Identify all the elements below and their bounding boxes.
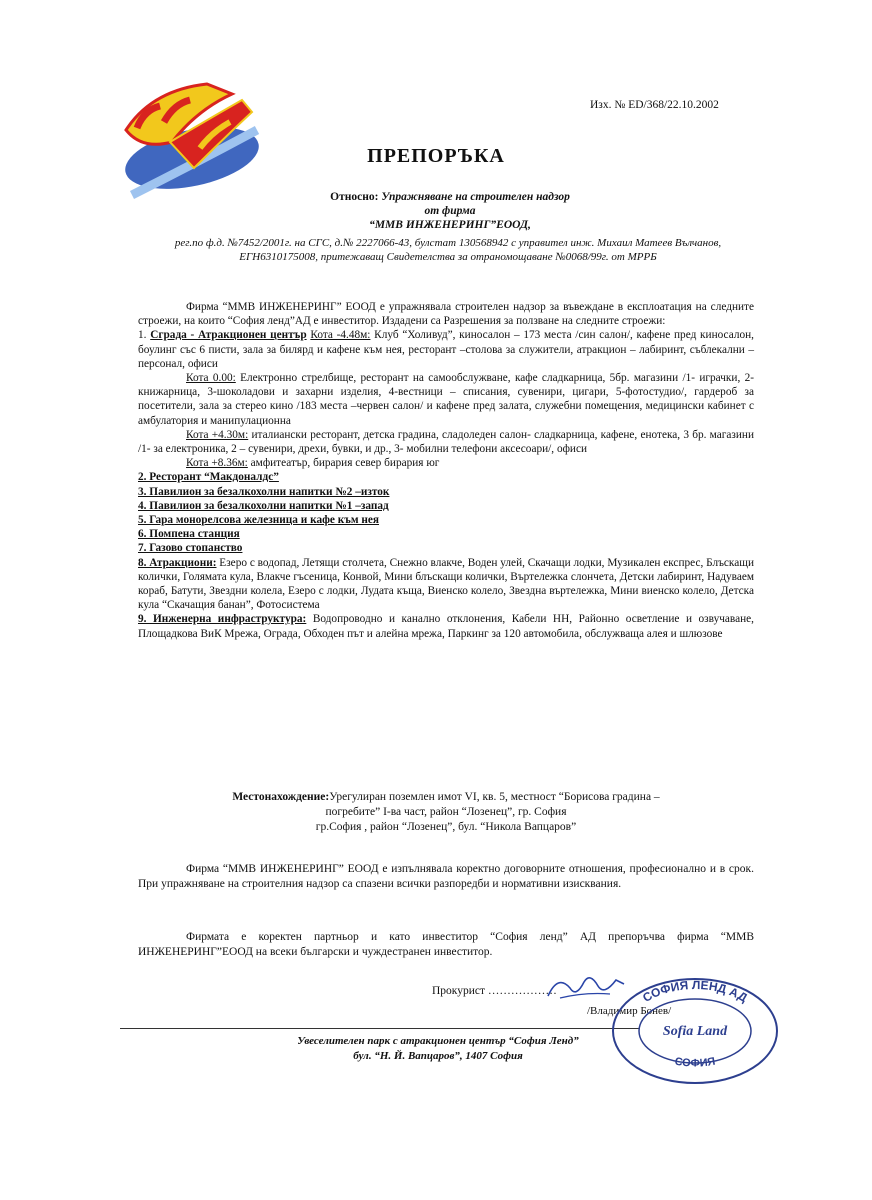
document-body — [138, 300, 754, 641]
footer-divider — [120, 1028, 640, 1029]
location-line2: погребите” I-ва част, район “Лозенец”, гр. София — [325, 806, 567, 818]
item-1-text: Клуб “Холивуд”, киносалон – 173 места /син салон/, кафене пред киносалон, боулинг със 6 писти, зала за билярд и кафене към нея, ресторант –столова за служители, атракцион – лабиринт, съблекални – персонал, офиси — [138, 329, 754, 370]
item-5: 5. Гара монорелсова железница и кафе към нея — [138, 514, 380, 527]
subject-company: “ММВ ИНЖЕНЕРИНГ”ЕООД, — [369, 219, 531, 231]
signatory-name: /Владимир Бонев/ — [587, 1005, 672, 1017]
location-line3: гр.София , район “Лозенец”, бул. “Никола Вапцаров” — [315, 821, 577, 833]
location-line1: Урегулиран поземлен имот VI, кв. 5, местност “Борисова градина – — [329, 791, 660, 803]
level-836: Кота +8.36м: амфитеатър, бирария север бирария юг — [186, 457, 440, 470]
stamp-center-text: Sofia Land — [662, 1024, 728, 1039]
subject-label: Относно: — [330, 191, 379, 203]
reference-number: Изх. № ED/368/22.10.2002 — [590, 99, 719, 111]
logo-text: Sofia Land — [112, 70, 117, 71]
subject-block — [150, 190, 750, 232]
item-3: 3. Павилион за безалкохолни напитки №2 –изток — [138, 485, 390, 498]
item-1-level: Кота -4.48м: — [310, 329, 371, 342]
level-430: Кота +4.30м: италиански ресторант, детска градина, сладоледен салон- сладкарница, кафене, енотека, 3 бр. магазини /1- за електроника, 2 – сувенири, дрехи, бувки, и др., 3- мобилни телефони аксесоари/, офиси — [138, 428, 754, 456]
item-8: 8. Атракциони: Езеро с водопад, Летящи столчета, Снежно влакче, Воден улей, Скачащи лодки, Музикален експрес, Блъскащи колички, Голямата кула, Влакче гъсеница, Конвой, Мини блъскащи колички, Въртележка слончета, Детски лабиринт, Надуваем кораб, Батути, Звездни колела, Езеро с лодки, Лудата къща, Виенско колело, Звездна въртележка, Мини виенско колело, Детска кула “Скачащия банан”, Фотосистема — [138, 556, 755, 612]
item-4: 4. Павилион за безалкохолни напитки №1 –запад — [138, 499, 389, 512]
document-title: ПРЕПОРЪКА — [367, 145, 505, 167]
footer-line1: Увеселителен парк с атракционен център “София Ленд” — [297, 1035, 579, 1047]
svg-text:СОФИЯ ЛЕНД АД — [640, 978, 750, 1005]
subject-line2: от фирма — [424, 205, 476, 217]
signatory-role: Прокурист ……………… — [432, 985, 557, 997]
item-1-title: Сграда - Атракционен център — [150, 329, 307, 342]
svg-text:СОФИЯ — [674, 1056, 716, 1070]
footer-line2: бул. “Н. Й. Вапцаров”, 1407 София — [353, 1050, 523, 1062]
stamp-bottom-text: СОФИЯ — [673, 1055, 717, 1070]
intro-paragraph: Фирма “ММВ ИНЖЕНЕРИНГ” ЕООД е упражнявала строителен надзор за въвеждане в експлоатация на следните строежи, на които “София ленд”АД е инвеститор. Издадени са Разрешения за ползване на следните строежи: — [138, 301, 754, 328]
recommendation-paragraph: Фирмата е коректен партньор и като инвеститор “София ленд” АД препоръчва фирма “ММВ ИНЖЕНЕРИНГ”ЕООД на всеки български и чуждестранен инвеститор. — [138, 931, 754, 958]
item-2: 2. Ресторант “Макдоналдс” — [138, 471, 279, 484]
item-6: 6. Помпена станция — [138, 528, 240, 541]
subject-line1: Упражняване на строителен надзор — [381, 191, 570, 203]
location-label: Местонахождение: — [232, 791, 330, 803]
company-registration: рег.по ф.д. №7452/2001г. на СГС, д.№ 2227066-43, булстат 130568942 с управител инж. Михаил Матеев Вълчанов, ЕГН6310175008, притежаващ Свидетелства за отраномощаване №0068/99г. от МРРБ — [174, 237, 722, 263]
level-0: Кота 0.00: Електронно стрелбище, ресторант на самообслужване, кафе сладкарница, 5бр. магазини /1- играчки, 2-книжарница, 3-шоколадови и захарни изделия, 4-вестници – списания, сувенири, цигари, 5-фотостудио/, гардероб за посетители, зала за стерео кино /183 места –червен салон/ и кафене пред залата, служебни помещения, медицински кабинет с амбулатория и манипулационна — [138, 372, 755, 427]
item-1: 1. Сграда - Атракционен център Кота -4.48м: Клуб “Холивуд”, киносалон – 173 места /син салон/, кафене пред киносалон, боулинг със 6 писти, зала за билярд и кафене към нея, ресторант –столова за служители, атракцион – лабиринт, съблекални – персонал, офиси — [138, 329, 754, 370]
stamp-top-text: СОФИЯ ЛЕНД АД — [640, 977, 750, 1005]
footer-address — [228, 1034, 648, 1064]
item-7: 7. Газово стопанство — [138, 542, 243, 555]
performance-paragraph: Фирма “ММВ ИНЖЕНЕРИНГ” ЕООД е изпълнявала коректно договорните отношения, професионално и в срок. При упражняване на строителния надзор са спазени всички разпоредби и нормативни изисквания. — [138, 863, 754, 890]
item-9: 9. Инженерна инфраструктура: Водопроводно и канално отклонения, Кабели НН, Районно осветление и озвучаване, Площадкова ВиК Мрежа, Ограда, Обходен път и алейна мрежа, Паркинг за 120 автомобила, обслужваща алея и шлюзове — [138, 613, 754, 640]
company-stamp — [610, 975, 780, 1087]
location-block — [138, 790, 754, 835]
